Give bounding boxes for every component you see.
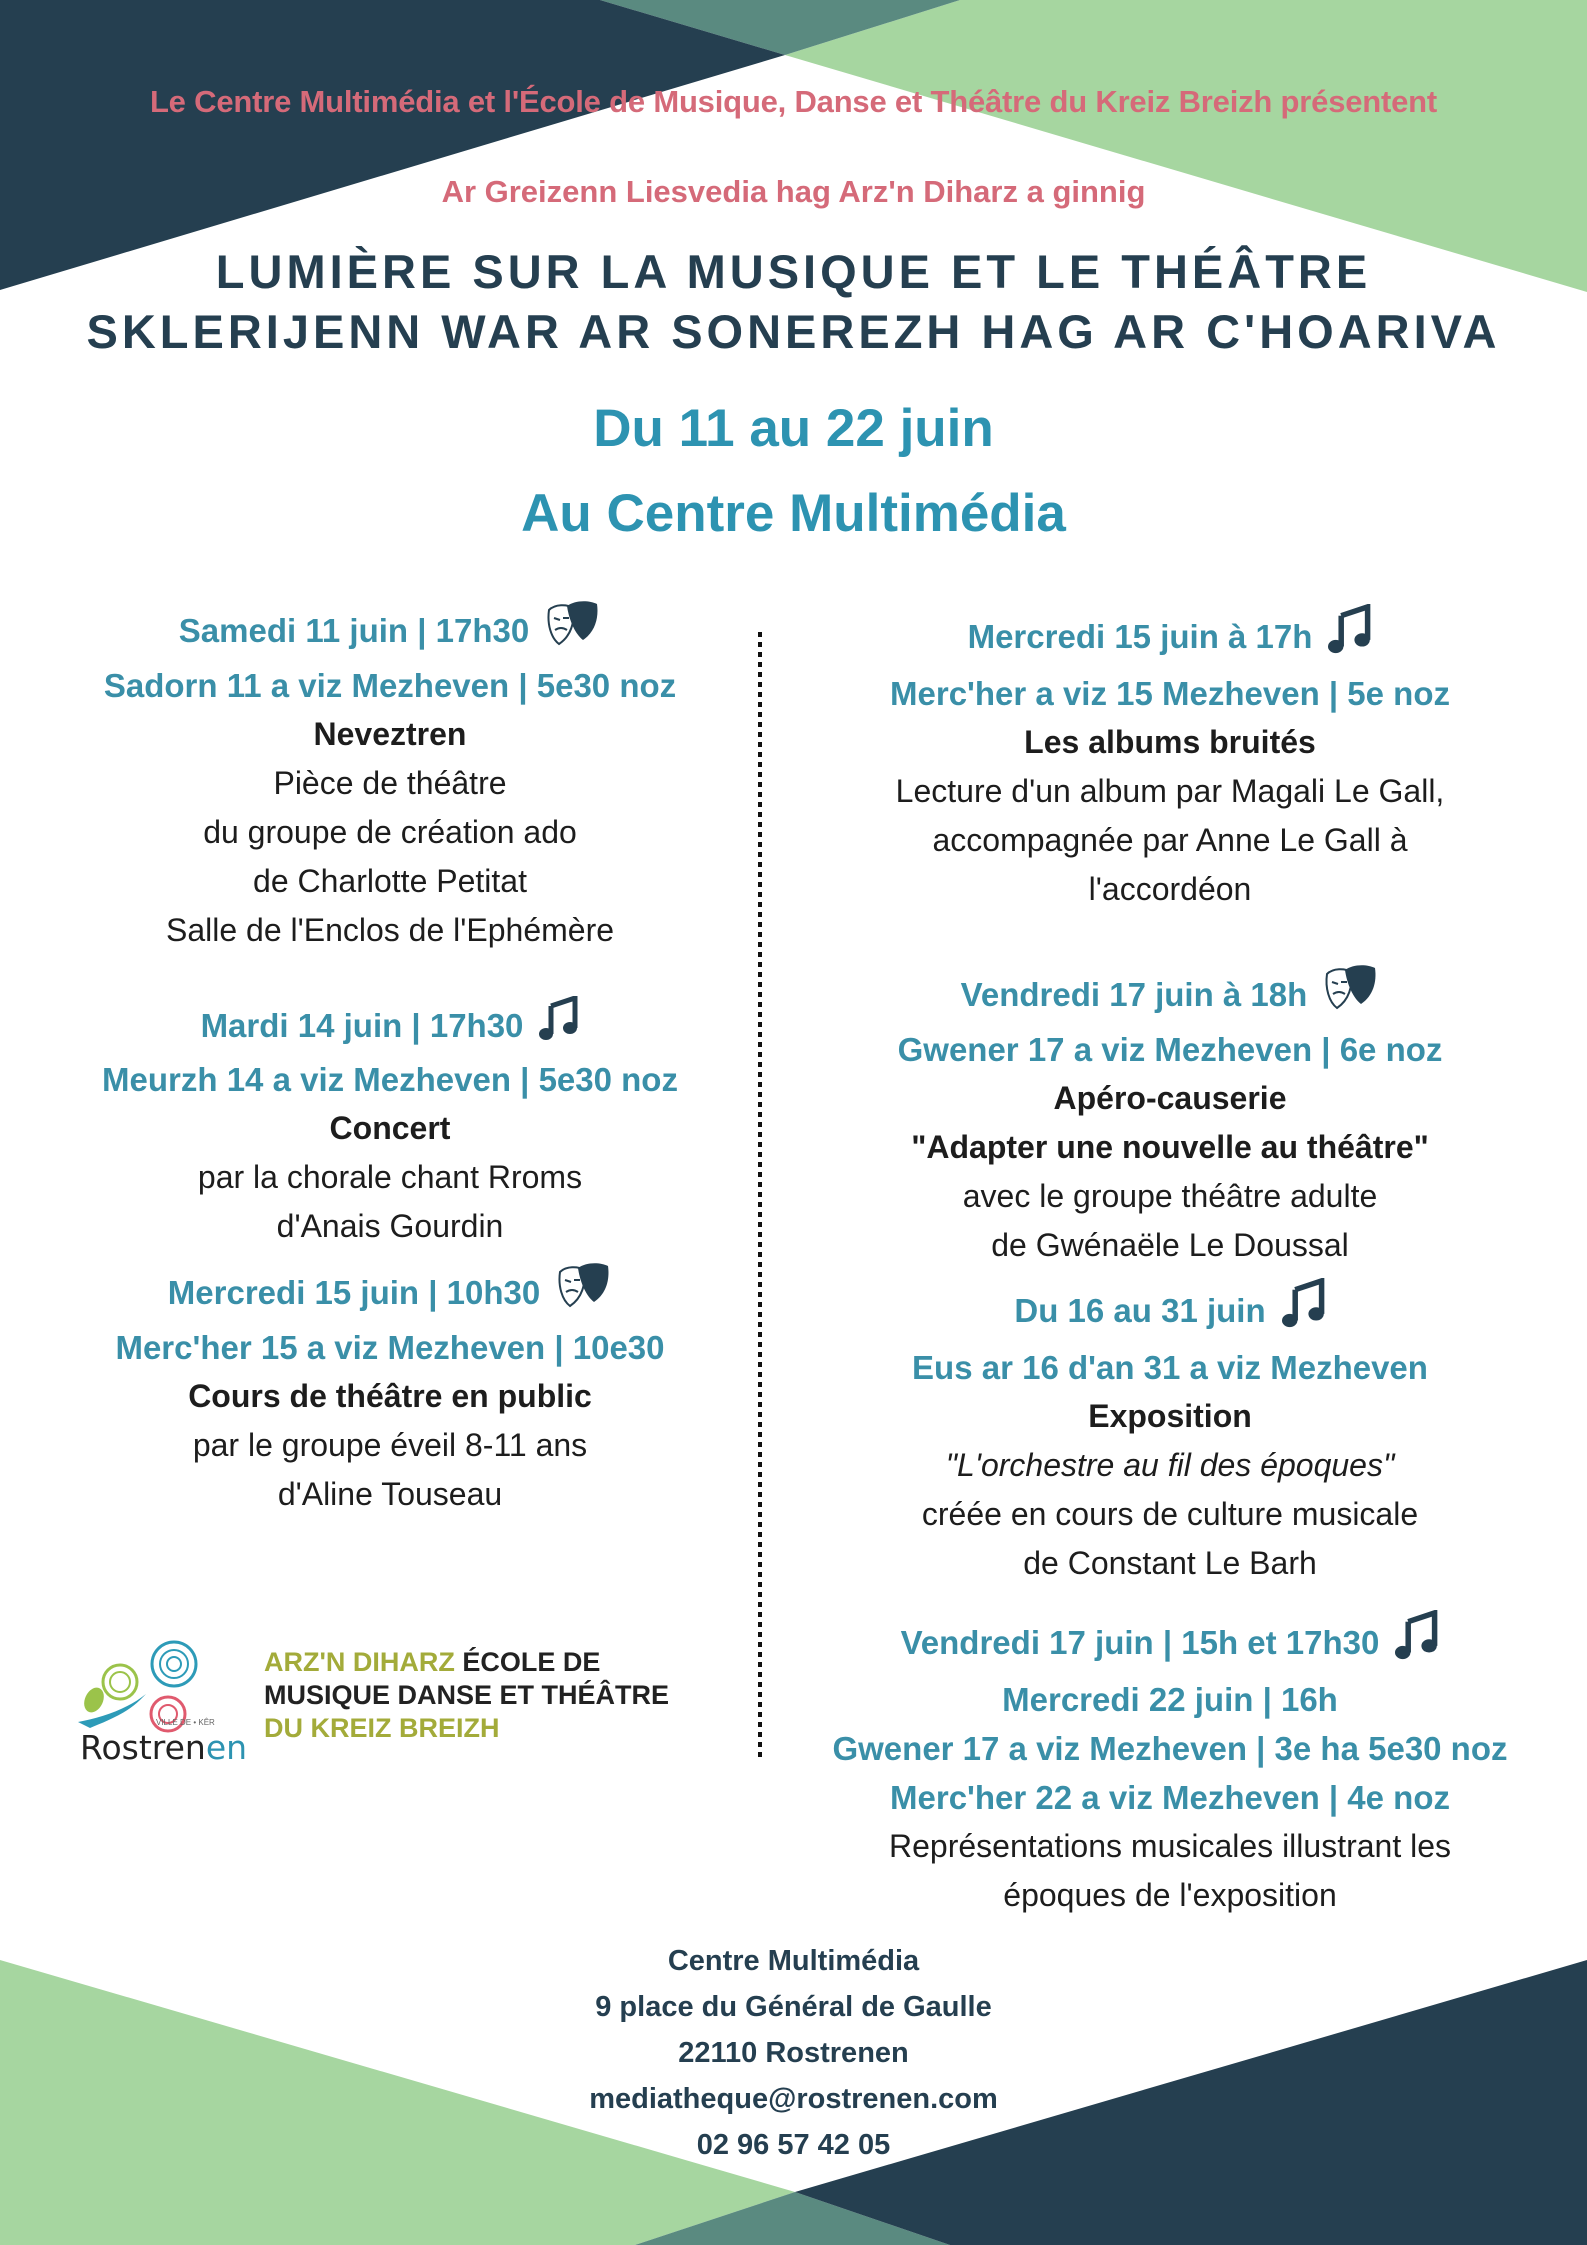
event-desc-line: époques de l'exposition bbox=[1003, 1877, 1337, 1913]
event-neveztren bbox=[40, 600, 740, 955]
footer-phone[interactable]: 02 96 57 42 05 bbox=[696, 2129, 891, 2161]
event-date-br: Gwener 17 a viz Mezheven | 6e noz bbox=[897, 1031, 1443, 1068]
event-title: Exposition bbox=[1088, 1398, 1252, 1434]
event-desc-line: Lecture d'un album par Magali Le Gall, bbox=[895, 773, 1445, 809]
contact-info bbox=[0, 1938, 1587, 2168]
music-note-icon bbox=[1328, 604, 1372, 669]
event-cours-theatre bbox=[40, 1262, 740, 1519]
event-date-fr-2: Mercredi 22 juin | 16h bbox=[1002, 1681, 1338, 1718]
event-date-br: Meurzh 14 a viz Mezheven | 5e30 noz bbox=[102, 1061, 678, 1098]
event-albums-bruites bbox=[820, 604, 1520, 914]
event-representations bbox=[770, 1610, 1570, 1920]
event-date-fr: Mardi 14 juin | 17h30 bbox=[40, 996, 740, 1055]
footer-street: 9 place du Général de Gaulle bbox=[595, 1991, 992, 2023]
event-desc-line: d'Aline Touseau bbox=[277, 1476, 503, 1512]
column-divider bbox=[758, 632, 762, 1760]
music-note-icon bbox=[1282, 1278, 1326, 1343]
event-date-br: Merc'her 15 a viz Mezheven | 10e30 bbox=[115, 1329, 665, 1366]
event-desc-line: Pièce de théâtre bbox=[273, 765, 507, 801]
event-desc-line: avec le groupe théâtre adulte bbox=[962, 1178, 1378, 1214]
event-desc-line: Salle de l'Enclos de l'Ephémère bbox=[165, 912, 615, 948]
footer-place: Centre Multimédia bbox=[667, 1945, 920, 1977]
footer-city: 22110 Rostrenen bbox=[678, 2037, 909, 2069]
event-desc-line: par le groupe éveil 8-11 ans bbox=[192, 1427, 588, 1463]
event-title: Cours de théâtre en public bbox=[188, 1378, 592, 1414]
event-date-br: Sadorn 11 a viz Mezheven | 5e30 noz bbox=[103, 667, 677, 704]
partner-logos bbox=[70, 1638, 710, 1768]
event-date-br: Merc'her a viz 15 Mezheven | 5e noz bbox=[890, 675, 1450, 712]
presents-line-fr: Le Centre Multimédia et l'École de Musique, Danse et Théâtre du Kreiz Breizh présentent bbox=[149, 84, 1438, 119]
date-range: Du 11 au 22 juin bbox=[593, 399, 994, 458]
event-desc-line: accompagnée par Anne Le Gall à bbox=[932, 822, 1408, 858]
main-title-br: SKLERIJENN WAR AR SONEREZH HAG AR C'HOARIVA bbox=[86, 305, 1501, 358]
theater-masks-icon bbox=[1323, 964, 1379, 1025]
event-date-fr: Mercredi 15 juin | 10h30 bbox=[40, 1262, 740, 1323]
event-exhibition-title: "L'orchestre au fil des époques" bbox=[945, 1447, 1395, 1483]
event-date-fr: Vendredi 17 juin | 15h et 17h30 bbox=[770, 1610, 1570, 1675]
music-note-icon bbox=[539, 996, 579, 1055]
event-title: Concert bbox=[329, 1110, 451, 1146]
event-desc-line: de Constant Le Barh bbox=[1023, 1545, 1317, 1581]
event-desc-line: Représentations musicales illustrant les bbox=[888, 1828, 1452, 1864]
event-date-fr: Vendredi 17 juin à 18h bbox=[820, 964, 1520, 1025]
footer-email[interactable]: mediatheque@rostrenen.com bbox=[589, 2083, 998, 2115]
theater-masks-icon bbox=[556, 1262, 612, 1323]
main-title-fr: LUMIÈRE SUR LA MUSIQUE ET LE THÉÂTRE bbox=[215, 245, 1372, 298]
event-concert bbox=[40, 996, 740, 1251]
presents-line-br: Ar Greizenn Liesvedia hag Arz'n Diharz a ginnig bbox=[441, 174, 1146, 209]
event-title: Les albums bruités bbox=[1024, 724, 1316, 760]
event-desc-line: l'accordéon bbox=[1088, 871, 1252, 907]
event-apero-causerie bbox=[820, 964, 1520, 1270]
event-subtitle: "Adapter une nouvelle au théâtre" bbox=[911, 1129, 1429, 1165]
event-desc-line: par la chorale chant Rroms bbox=[197, 1159, 583, 1195]
event-desc-line: de Charlotte Petitat bbox=[253, 863, 527, 899]
event-title: Neveztren bbox=[313, 716, 467, 752]
event-date-fr: Samedi 11 juin | 17h30 bbox=[40, 600, 740, 661]
event-date-br: Gwener 17 a viz Mezheven | 3e ha 5e30 noz bbox=[832, 1730, 1508, 1767]
event-date-fr: Du 16 au 31 juin bbox=[820, 1278, 1520, 1343]
venue: Au Centre Multimédia bbox=[521, 484, 1066, 543]
ville-label: VILLE DE • KÊR bbox=[156, 1718, 215, 1727]
rostrenen-logo bbox=[70, 1638, 248, 1768]
event-desc-line: créée en cours de culture musicale bbox=[921, 1496, 1419, 1532]
event-desc-line: du groupe de création ado bbox=[203, 814, 577, 850]
event-title: Apéro-causerie bbox=[1053, 1080, 1287, 1116]
event-date-br-2: Merc'her 22 a viz Mezheven | 4e noz bbox=[890, 1779, 1450, 1816]
theater-masks-icon bbox=[545, 600, 601, 661]
arzn-diharz-logo: ARZ'N DIHARZ ÉCOLE DE MUSIQUE DANSE ET THÉÂTRE DU KREIZ BREIZH bbox=[264, 1647, 670, 1743]
event-desc-line: d'Anais Gourdin bbox=[276, 1208, 504, 1244]
event-desc-line: de Gwénaële Le Doussal bbox=[991, 1227, 1349, 1263]
rostrenen-wordmark: Rostrenen bbox=[80, 1728, 248, 1767]
event-exposition bbox=[820, 1278, 1520, 1588]
music-note-icon bbox=[1395, 1610, 1439, 1675]
event-date-fr: Mercredi 15 juin à 17h bbox=[820, 604, 1520, 669]
event-date-br: Eus ar 16 d'an 31 a viz Mezheven bbox=[912, 1349, 1428, 1386]
